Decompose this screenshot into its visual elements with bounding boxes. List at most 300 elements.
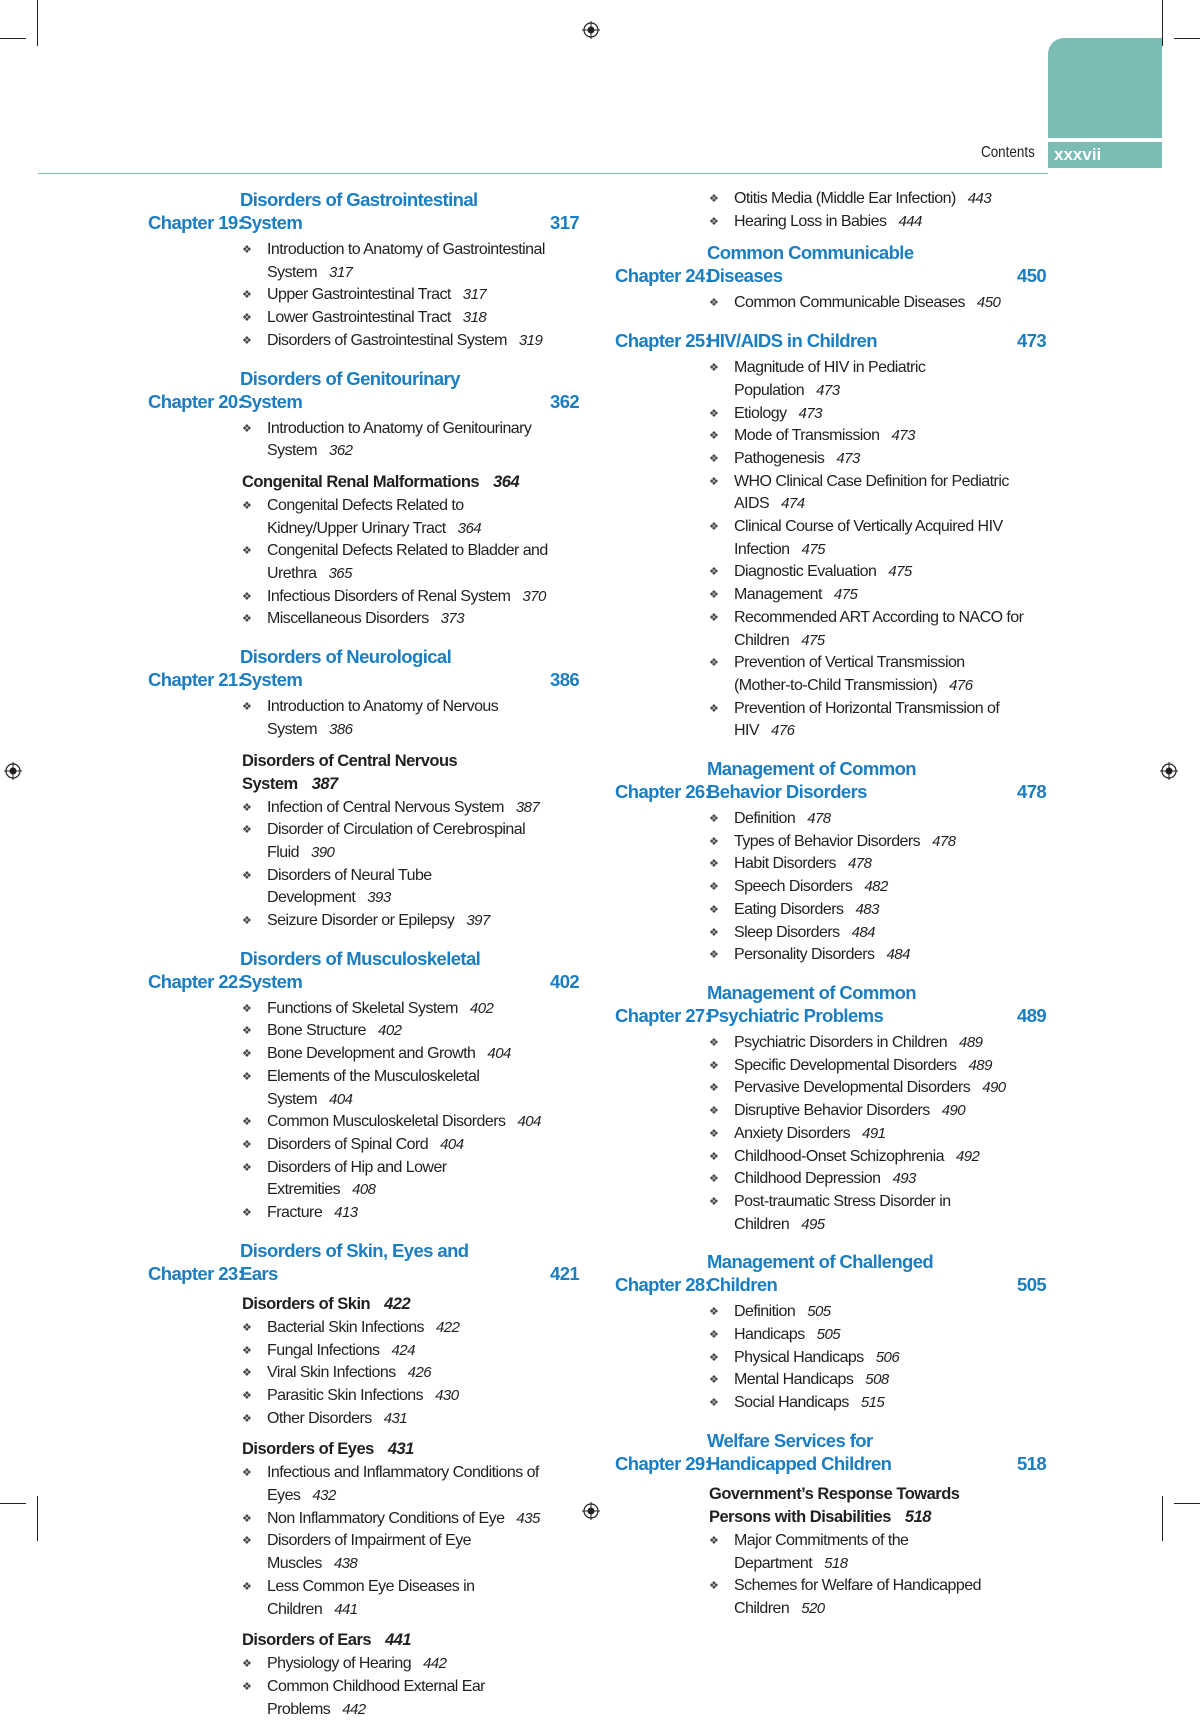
chapter-heading[interactable] (615, 757, 1055, 803)
toc-column-left (148, 188, 588, 1721)
registration-mark-icon (582, 21, 600, 39)
section-page-number: 441 (385, 1631, 412, 1650)
diamond-bullet-icon: ❖ (242, 1367, 252, 1380)
diamond-bullet-icon: ❖ (709, 1036, 719, 1049)
entry-title: Recommended ART According to NACO for Children 475 (734, 608, 1024, 649)
diamond-bullet-icon: ❖ (242, 1412, 252, 1425)
header-rule (38, 173, 1048, 174)
chapter-title: Management of Common Psychiatric Problems (707, 981, 916, 1026)
chapter-label: Chapter 26: (615, 781, 711, 803)
entry-title: Otitis Media (Middle Ear Infection) 443 (734, 190, 992, 207)
toc-entry[interactable] (242, 910, 588, 933)
toc-entry[interactable] (709, 1324, 1055, 1347)
chapter-page-number: 473 (1017, 330, 1047, 352)
diamond-bullet-icon: ❖ (709, 926, 719, 939)
entry-page-number: 317 (462, 286, 487, 304)
toc-entry[interactable] (242, 1157, 588, 1202)
toc-entry[interactable] (242, 1676, 588, 1721)
entry-title: Lower Gastrointestinal Tract 318 (267, 309, 487, 327)
chapter-page-number: 317 (550, 212, 580, 233)
entry-title: Clinical Course of Vertically Acquired HIV Infection 475 (734, 518, 1003, 558)
diamond-bullet-icon: ❖ (242, 1344, 252, 1357)
toc-entry[interactable] (709, 922, 1055, 945)
entry-page-number: 478 (848, 855, 872, 873)
toc-entry[interactable] (709, 403, 1055, 426)
chapter-block (148, 645, 588, 933)
toc-entry[interactable] (242, 1043, 588, 1066)
diamond-bullet-icon: ❖ (242, 1070, 252, 1083)
toc-entry[interactable] (709, 425, 1055, 448)
diamond-bullet-icon: ❖ (242, 244, 252, 256)
entry-title: Common Musculoskeletal Disorders 404 (267, 1113, 541, 1131)
toc-column-right (615, 188, 1055, 1621)
toc-entry[interactable] (709, 1055, 1055, 1078)
section-page-number: 431 (387, 1440, 414, 1459)
entry-page-number: 490 (941, 1102, 966, 1120)
diamond-bullet-icon: ❖ (242, 824, 252, 837)
toc-entry[interactable] (242, 1530, 588, 1575)
diamond-bullet-icon: ❖ (709, 903, 719, 916)
chapter-heading[interactable] (148, 947, 588, 993)
entry-page-number: 495 (801, 1215, 825, 1233)
diamond-bullet-icon: ❖ (242, 1467, 252, 1480)
toc-entry[interactable] (242, 418, 588, 463)
toc-entry[interactable] (709, 1301, 1055, 1324)
entry-page-number: 484 (851, 923, 875, 941)
chapter-title: Welfare Services for Handicapped Children (707, 1429, 892, 1474)
toc-entry[interactable] (709, 831, 1055, 854)
entry-title: Disorders of Gastrointestinal System 319 (267, 331, 543, 349)
toc-entry[interactable] (242, 865, 588, 910)
toc-entry[interactable] (709, 1347, 1055, 1370)
entry-title: Prevention of Vertical Transmission (Mother-to-Child Transmission) 476 (734, 654, 973, 694)
entry-page-number: 397 (466, 912, 490, 930)
entry-title: Post-traumatic Stress Disorder in Children 495 (734, 1192, 951, 1233)
section-page-number: 364 (493, 472, 520, 491)
entry-list (242, 1317, 588, 1431)
diamond-bullet-icon: ❖ (709, 407, 719, 420)
chapter-block (148, 947, 588, 1225)
entry-title: Other Disorders 431 (267, 1409, 408, 1427)
section-heading[interactable] (242, 1438, 542, 1461)
entry-page-number: 483 (855, 900, 879, 918)
diamond-bullet-icon: ❖ (242, 1580, 252, 1593)
toc-entry[interactable] (709, 561, 1055, 584)
toc-entry[interactable] (709, 1077, 1055, 1100)
section-title: Disorders of Eyes (242, 1440, 374, 1459)
toc-entry[interactable] (242, 1134, 588, 1157)
entry-page-number: 424 (391, 1341, 415, 1359)
diamond-bullet-icon: ❖ (242, 312, 252, 325)
entry-title: Disorders of Hip and Lower Extremities 408 (267, 1158, 447, 1199)
toc-entry[interactable] (709, 1392, 1055, 1415)
toc-entry[interactable] (242, 1653, 588, 1676)
section-title: Disorders of Skin (242, 1294, 371, 1313)
toc-entry[interactable] (242, 239, 588, 284)
toc-entry[interactable] (242, 998, 588, 1021)
entry-title: Parasitic Skin Infections 430 (267, 1386, 459, 1404)
toc-entry[interactable] (242, 330, 588, 353)
toc-entry[interactable] (709, 211, 1055, 234)
entry-page-number: 444 (898, 212, 922, 230)
diamond-bullet-icon: ❖ (709, 193, 719, 205)
entry-list (242, 998, 588, 1225)
entry-page-number: 404 (440, 1135, 464, 1153)
entry-title: Handicaps 505 (734, 1326, 841, 1344)
entry-title: Upper Gastrointestinal Tract 317 (267, 286, 487, 304)
entry-title: Introduction to Anatomy of Genitourinary System 362 (267, 419, 532, 460)
toc-entry[interactable] (242, 819, 588, 864)
diamond-bullet-icon: ❖ (709, 657, 719, 670)
entry-title: Social Handicaps 515 (734, 1394, 885, 1412)
entry-title: Specific Developmental Disorders 489 (734, 1056, 992, 1074)
section-heading[interactable] (709, 1483, 1009, 1529)
toc-entry[interactable] (242, 1111, 588, 1134)
entry-title: Etiology 473 (734, 404, 822, 422)
diamond-bullet-icon: ❖ (709, 1059, 719, 1072)
toc-entry[interactable] (709, 188, 1055, 211)
entry-list (709, 1301, 1055, 1415)
diamond-bullet-icon: ❖ (709, 1306, 719, 1319)
diamond-bullet-icon: ❖ (242, 1535, 252, 1548)
entry-page-number: 473 (816, 381, 840, 399)
diamond-bullet-icon: ❖ (709, 452, 719, 465)
toc-entry[interactable] (242, 1202, 588, 1225)
crop-mark (1174, 1503, 1200, 1504)
toc-entry[interactable] (709, 944, 1055, 967)
toc-entry[interactable] (709, 1032, 1055, 1055)
entry-page-number: 476 (771, 722, 795, 740)
chapter-block (148, 1239, 588, 1721)
toc-entry[interactable] (709, 471, 1055, 516)
diamond-bullet-icon: ❖ (242, 499, 252, 512)
toc-entry[interactable] (242, 307, 588, 330)
diamond-bullet-icon: ❖ (709, 215, 719, 228)
diamond-bullet-icon: ❖ (242, 1002, 252, 1015)
entry-title: Prevention of Horizontal Transmission of HIV 476 (734, 699, 1000, 740)
chapter-heading[interactable] (615, 1429, 1055, 1475)
toc-entry[interactable] (709, 1191, 1055, 1236)
entry-title: Major Commitments of the Department 518 (734, 1531, 909, 1572)
entry-page-number: 318 (462, 309, 487, 327)
entry-title: Types of Behavior Disorders 478 (734, 832, 956, 850)
toc-entry[interactable] (242, 1362, 588, 1385)
chapter-page-number: 505 (1017, 1274, 1047, 1296)
entry-page-number: 404 (487, 1045, 511, 1063)
toc-entry[interactable] (709, 853, 1055, 876)
chapter-label: Chapter 22: (148, 970, 244, 992)
diamond-bullet-icon: ❖ (242, 1025, 252, 1038)
entry-page-number: 426 (407, 1364, 432, 1382)
diamond-bullet-icon: ❖ (709, 1351, 719, 1364)
chapter-label: Chapter 28: (615, 1274, 711, 1296)
diamond-bullet-icon: ❖ (709, 1397, 719, 1410)
entry-page-number: 441 (334, 1600, 358, 1618)
entry-page-number: 506 (875, 1348, 900, 1366)
entry-page-number: 475 (833, 586, 858, 604)
chapter-title: Disorders of Gastrointestinal System (240, 189, 478, 233)
chapter-label: Chapter 27: (615, 1004, 711, 1026)
entry-page-number: 402 (469, 999, 494, 1017)
section-heading[interactable] (242, 750, 542, 796)
toc-entry[interactable] (709, 292, 1055, 315)
crop-mark (0, 1503, 26, 1504)
toc-entry[interactable] (709, 652, 1055, 697)
registration-mark-icon (4, 762, 22, 780)
toc-entry[interactable] (709, 1530, 1055, 1575)
toc-entry[interactable] (709, 357, 1055, 402)
crop-mark (1162, 1496, 1163, 1541)
toc-entry[interactable] (242, 1020, 588, 1043)
entry-title: Disruptive Behavior Disorders 490 (734, 1102, 966, 1120)
chapter-title: Disorders of Skin, Eyes and Ears (240, 1239, 469, 1284)
entry-title: Miscellaneous Disorders 373 (267, 610, 465, 628)
chapter-heading[interactable] (148, 1239, 588, 1285)
toc-entry[interactable] (709, 1146, 1055, 1169)
entry-page-number: 390 (310, 843, 335, 861)
chapter-block (615, 241, 1055, 315)
entry-page-number: 402 (378, 1022, 402, 1040)
toc-entry[interactable] (709, 607, 1055, 652)
diamond-bullet-icon: ❖ (709, 1173, 719, 1186)
entry-page-number: 473 (836, 449, 860, 467)
entry-page-number: 518 (824, 1554, 848, 1572)
entry-list (242, 797, 588, 933)
section-title: Congenital Renal Malformations (242, 472, 480, 491)
entry-title: Management 475 (734, 586, 858, 604)
entry-title: Bone Structure 402 (267, 1022, 402, 1040)
chapter-heading[interactable] (148, 367, 588, 413)
entry-title: Disorders of Spinal Cord 404 (267, 1135, 464, 1153)
entry-title: Definition 505 (734, 1303, 831, 1321)
section-page-number: 422 (384, 1294, 411, 1313)
entry-page-number: 476 (949, 676, 973, 694)
entry-page-number: 431 (383, 1409, 408, 1427)
toc-entry[interactable] (242, 1317, 588, 1340)
toc-entry[interactable] (709, 808, 1055, 831)
toc-entry[interactable] (709, 899, 1055, 922)
entry-title: Common Communicable Diseases 450 (734, 294, 1001, 312)
entry-list (709, 1032, 1055, 1236)
diamond-bullet-icon: ❖ (242, 915, 252, 928)
entry-title: Bone Development and Growth 404 (267, 1045, 511, 1063)
toc-entry[interactable] (709, 584, 1055, 607)
crop-mark (1162, 0, 1163, 46)
chapter-label: Chapter 24: (615, 265, 711, 287)
diamond-bullet-icon: ❖ (709, 1195, 719, 1208)
entry-page-number: 515 (860, 1394, 885, 1412)
diamond-bullet-icon: ❖ (709, 1150, 719, 1163)
entry-page-number: 442 (423, 1655, 447, 1673)
entry-title: Mode of Transmission 473 (734, 427, 915, 445)
entry-page-number: 478 (932, 832, 956, 850)
toc-entry[interactable] (709, 1123, 1055, 1146)
entry-title: Fungal Infections 424 (267, 1341, 415, 1359)
entry-page-number: 443 (967, 190, 992, 207)
diamond-bullet-icon: ❖ (242, 1161, 252, 1174)
section-heading[interactable] (242, 1293, 542, 1316)
entry-title: Eating Disorders 483 (734, 900, 879, 918)
section-title: Disorders of Ears (242, 1631, 372, 1650)
chapter-label: Chapter 19: (148, 212, 244, 233)
entry-list (709, 292, 1055, 315)
toc-entry[interactable] (709, 876, 1055, 899)
entry-page-number: 386 (329, 720, 353, 738)
entry-title: Infectious and Inflammatory Conditions of Eyes 432 (267, 1464, 539, 1505)
toc-entry[interactable] (709, 516, 1055, 561)
entry-page-number: 413 (334, 1204, 358, 1222)
chapter-page-number: 518 (1017, 1452, 1047, 1474)
entry-list (709, 357, 1055, 743)
chapter-page-number: 489 (1017, 1004, 1047, 1026)
entry-title: Childhood-Onset Schizophrenia 492 (734, 1147, 980, 1165)
diamond-bullet-icon: ❖ (709, 813, 719, 826)
diamond-bullet-icon: ❖ (242, 334, 252, 347)
entry-title: Anxiety Disorders 491 (734, 1124, 886, 1142)
crop-mark (37, 0, 38, 46)
entry-page-number: 365 (328, 565, 352, 583)
entry-page-number: 473 (798, 404, 822, 422)
chapter-heading[interactable] (615, 329, 1055, 352)
chapter-block (148, 367, 588, 632)
entry-title: Hearing Loss in Babies 444 (734, 212, 922, 230)
section-heading[interactable] (242, 1629, 542, 1652)
toc-entry[interactable] (242, 1340, 588, 1363)
entry-title: Personality Disorders 484 (734, 946, 910, 964)
chapter-heading[interactable] (148, 645, 588, 691)
chapter-title: Disorders of Neurological System (240, 646, 452, 691)
entry-title: Disorder of Circulation of Cerebrospinal Fluid 390 (267, 821, 526, 861)
entry-list (242, 239, 588, 353)
entry-title: Functions of Skeletal System 402 (267, 999, 494, 1017)
toc-entry[interactable] (242, 696, 588, 741)
chapter-title: HIV/AIDS in Children (707, 330, 877, 352)
section-page-number: 518 (904, 1507, 931, 1526)
diamond-bullet-icon: ❖ (709, 521, 719, 534)
toc-entry[interactable] (242, 495, 588, 540)
entry-title: Disorders of Impairment of Eye Muscles 438 (267, 1532, 472, 1573)
entry-page-number: 442 (342, 1700, 366, 1718)
entry-page-number: 393 (367, 889, 391, 907)
chapter-title: Disorders of Musculoskeletal System (240, 947, 481, 992)
toc-entry[interactable] (242, 1462, 588, 1507)
chapter-block (615, 1250, 1055, 1415)
toc-entry[interactable] (709, 1575, 1055, 1620)
entry-page-number: 373 (440, 610, 465, 628)
entry-title: Bacterial Skin Infections 422 (267, 1318, 460, 1336)
entry-title: Seizure Disorder or Epilepsy 397 (267, 912, 490, 930)
entry-page-number: 489 (959, 1033, 983, 1051)
diamond-bullet-icon: ❖ (709, 949, 719, 962)
entry-title: Speech Disorders 482 (734, 878, 888, 896)
chapter-label: Chapter 29: (615, 1452, 711, 1474)
diamond-bullet-icon: ❖ (242, 289, 252, 302)
diamond-bullet-icon: ❖ (709, 611, 719, 624)
entry-page-number: 317 (329, 263, 353, 281)
toc-entry[interactable] (242, 608, 588, 631)
entry-page-number: 432 (312, 1487, 336, 1505)
chapter-block (148, 188, 588, 353)
entry-title: Infection of Central Nervous System 387 (267, 798, 540, 816)
entry-page-number: 362 (329, 442, 353, 460)
toc-entry[interactable] (242, 1508, 588, 1531)
entry-title: WHO Clinical Case Definition for Pediatric AIDS 474 (734, 472, 1009, 513)
toc-entry[interactable] (709, 448, 1055, 471)
diamond-bullet-icon: ❖ (709, 475, 719, 488)
entry-title: Magnitude of HIV in Pediatric Population 473 (734, 359, 926, 399)
entry-title: Less Common Eye Diseases in Children 441 (267, 1577, 475, 1618)
diamond-bullet-icon: ❖ (242, 613, 252, 626)
entry-list (709, 808, 1055, 967)
entry-title: Mental Handicaps 508 (734, 1371, 889, 1389)
entry-title: Disorders of Neural Tube Development 393 (267, 866, 432, 907)
crop-mark (0, 38, 26, 39)
chapter-block (615, 757, 1055, 967)
diamond-bullet-icon: ❖ (242, 1321, 252, 1334)
chapter-block (615, 329, 1055, 743)
toc-entry[interactable] (709, 1168, 1055, 1191)
diamond-bullet-icon: ❖ (242, 422, 252, 435)
section-heading[interactable] (242, 471, 542, 494)
diamond-bullet-icon: ❖ (709, 1105, 719, 1118)
chapter-page-number: 450 (1017, 265, 1047, 287)
entry-title: Introduction to Anatomy of Gastrointestinal System 317 (267, 241, 545, 281)
chapter-page-number: 478 (1017, 781, 1047, 803)
crop-mark (1174, 38, 1200, 39)
entry-page-number: 508 (865, 1371, 889, 1389)
toc-entry[interactable] (709, 698, 1055, 743)
chapter-block (615, 981, 1055, 1236)
entry-page-number: 475 (801, 631, 825, 649)
chapter-page-number: 402 (550, 970, 580, 992)
section-title: Disorders of Central Nervous System (242, 751, 458, 793)
entry-list (242, 495, 588, 631)
toc-entry[interactable] (709, 1369, 1055, 1392)
entry-title: Pathogenesis 473 (734, 449, 860, 467)
toc-entry[interactable] (709, 1100, 1055, 1123)
entry-page-number: 489 (968, 1056, 992, 1074)
entry-title: Childhood Depression 493 (734, 1170, 916, 1188)
diamond-bullet-icon: ❖ (709, 858, 719, 871)
entry-page-number: 422 (436, 1318, 460, 1336)
chapter-heading[interactable] (148, 188, 588, 234)
continuation-list (709, 188, 1055, 233)
toc-entry[interactable] (242, 284, 588, 307)
diamond-bullet-icon: ❖ (242, 590, 252, 603)
toc-entry[interactable] (242, 1066, 588, 1111)
diamond-bullet-icon: ❖ (709, 566, 719, 579)
chapter-heading[interactable] (615, 1250, 1055, 1296)
diamond-bullet-icon: ❖ (709, 881, 719, 894)
toc-entry[interactable] (242, 1385, 588, 1408)
entry-page-number: 404 (517, 1113, 541, 1131)
toc-entry[interactable] (242, 540, 588, 585)
chapter-heading[interactable] (615, 981, 1055, 1027)
header-tab (1048, 38, 1162, 138)
toc-entry[interactable] (242, 797, 588, 820)
entry-page-number: 505 (807, 1303, 831, 1321)
toc-entry[interactable] (242, 586, 588, 609)
entry-page-number: 408 (352, 1181, 376, 1199)
entry-title: Pervasive Developmental Disorders 490 (734, 1079, 1006, 1097)
chapter-heading[interactable] (615, 241, 1055, 287)
toc-entry[interactable] (242, 1408, 588, 1431)
toc-entry[interactable] (242, 1576, 588, 1621)
crop-mark (37, 1496, 38, 1541)
entry-title: Infectious Disorders of Renal System 370 (267, 587, 546, 605)
section-title: Government’s Response Towards Persons with Disabilities (709, 1484, 960, 1526)
diamond-bullet-icon: ❖ (242, 545, 252, 558)
